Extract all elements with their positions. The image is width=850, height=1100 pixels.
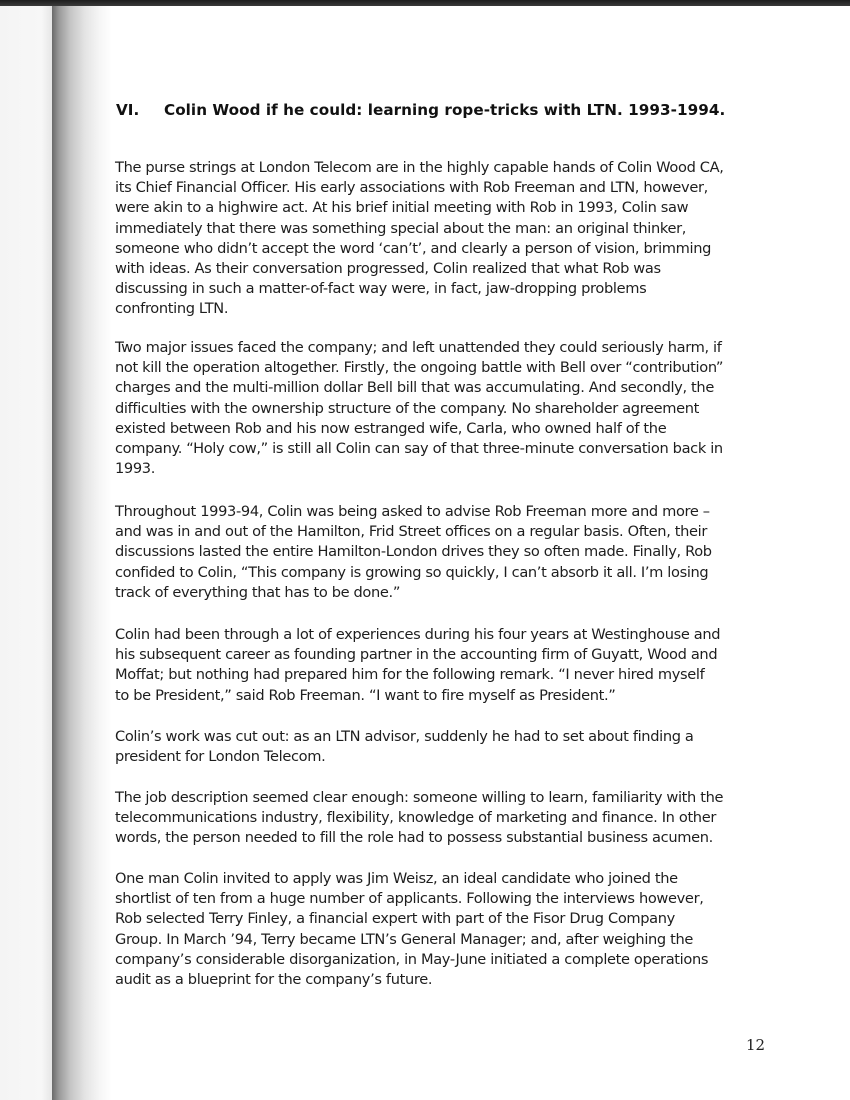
text-line: Rob selected Terry Finley, a financial expert with part of the Fisor Drug Company: [115, 910, 675, 928]
text-line: immediately that there was something special about the man: an original thinker,: [115, 219, 687, 237]
paragraph: [115, 338, 775, 479]
text-line: his subsequent career as founding partner in the accounting firm of Guyatt, Wood and: [115, 646, 718, 664]
text-line: confided to Colin, “This company is growing so quickly, I can’t absorb it all. I’m losing: [115, 563, 709, 581]
text-line: Colin’s work was cut out: as an LTN advisor, suddenly he had to set about finding a: [115, 728, 694, 745]
text-line: with ideas. As their conversation progressed, Colin realized that what Rob was: [115, 260, 661, 278]
paragraph: [115, 625, 775, 706]
text-line: company. “Holy cow,” is still all Colin can say of that three-minute conversation back in: [115, 440, 723, 458]
text-line: charges and the multi-million dollar Bell bill that was accumulating. And secondly, the: [115, 379, 714, 397]
text-line: track of everything that has to be done.”: [115, 583, 401, 601]
text-line: Colin had been through a lot of experiences during his four years at Westinghouse and: [115, 626, 721, 643]
paragraph: [115, 727, 775, 767]
text-line: The purse strings at London Telecom are in the highly capable hands of Colin Wood CA,: [115, 159, 724, 176]
text-line: Two major issues faced the company; and left unattended they could seriously harm, if: [115, 339, 722, 356]
paragraph: [115, 788, 775, 849]
text-line: One man Colin invited to apply was Jim Weisz, an ideal candidate who joined the: [115, 870, 678, 887]
section-title: Colin Wood if he could: learning rope-tricks with LTN. 1993-1994.: [164, 101, 726, 119]
text-line: shortlist of ten from a huge number of applicants. Following the interviews however,: [115, 890, 704, 908]
text-line: company’s considerable disorganization, in May-June initiated a complete operations: [115, 950, 709, 968]
scan-top-edge: [0, 0, 850, 6]
text-line: The job description seemed clear enough: someone willing to learn, familiarity with the: [115, 789, 724, 806]
text-line: Throughout 1993-94, Colin was being asked to advise Rob Freeman more and more –: [115, 503, 710, 520]
text-line: not kill the operation altogether. Firstly, the ongoing battle with Bell over “contribution”: [115, 359, 724, 377]
text-line: discussing in such a matter-of-fact way were, in fact, jaw-dropping problems: [115, 280, 647, 298]
text-line: to be President,” said Rob Freeman. “I want to fire myself as President.”: [115, 686, 616, 704]
text-line: discussions lasted the entire Hamilton-London drives they so often made. Finally, Rob: [115, 543, 712, 561]
text-line: were akin to a highwire act. At his brief initial meeting with Rob in 1993, Colin saw: [115, 199, 689, 217]
section-number: VI.: [116, 101, 140, 119]
text-line: 1993.: [115, 460, 156, 478]
text-line: its Chief Financial Officer. His early associations with Rob Freeman and LTN, however,: [115, 179, 708, 197]
text-line: president for London Telecom.: [115, 748, 326, 766]
text-line: difficulties with the ownership structure of the company. No shareholder agreement: [115, 399, 700, 417]
text-line: audit as a blueprint for the company’s future.: [115, 971, 433, 989]
text-line: and was in and out of the Hamilton, Frid Street offices on a regular basis. Often, their: [115, 523, 708, 541]
paragraph: [115, 869, 775, 990]
text-line: Group. In March ’94, Terry became LTN’s General Manager; and, after weighing the: [115, 930, 694, 948]
text-line: existed between Rob and his now estranged wife, Carla, who owned half of the: [115, 419, 667, 437]
text-line: someone who didn’t accept the word ‘can’t’, and clearly a person of vision, brimming: [115, 239, 712, 257]
book-gutter-shadow: [52, 6, 112, 1100]
text-line: telecommunications industry, flexibility, knowledge of marketing and finance. In other: [115, 809, 716, 827]
facing-page-edge: [0, 6, 52, 1100]
text-line: words, the person needed to fill the role had to possess substantial business acumen.: [115, 829, 713, 847]
paragraph: [115, 502, 775, 603]
section-heading: [116, 101, 725, 119]
paragraph: [115, 158, 775, 320]
text-line: confronting LTN.: [115, 300, 229, 318]
text-line: Moffat; but nothing had prepared him for the following remark. “I never hired myself: [115, 666, 705, 684]
page-number: 12: [746, 1036, 766, 1054]
